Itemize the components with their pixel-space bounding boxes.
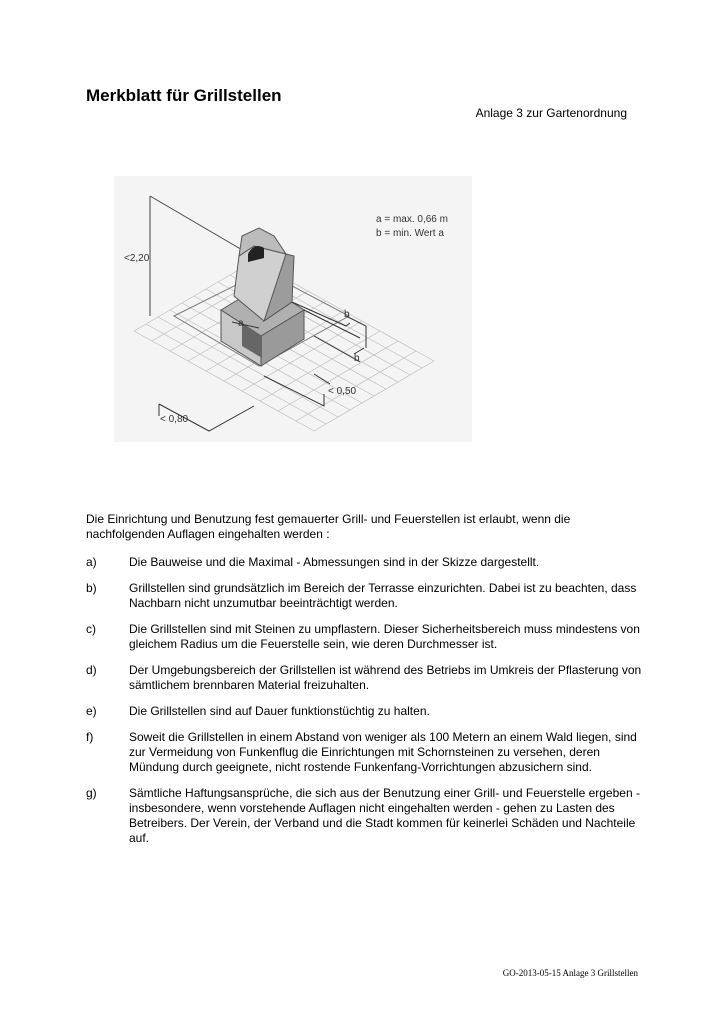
rule-letter: f) xyxy=(86,730,94,744)
rule-text: Grillstellen sind grundsätzlich im Bereich der Terrasse einzurichten. Dabei ist zu beachten, dass Nachbarn nicht unzumutbar beeinträchtigt werden. xyxy=(129,581,637,610)
rule-item xyxy=(86,581,646,611)
rule-letter: c) xyxy=(86,622,96,636)
rule-item xyxy=(86,704,646,719)
rule-letter: b) xyxy=(86,581,97,595)
rule-letter: e) xyxy=(86,704,97,718)
rule-text: Der Umgebungsbereich der Grillstellen ist während des Betriebs im Umkreis der Pflasterung von sämtlichem brennbaren Material freizuhalten. xyxy=(129,663,642,692)
rule-letter: g) xyxy=(86,786,97,800)
rule-text: Soweit die Grillstellen in einem Abstand von weniger als 100 Metern an einem Wald liegen, sind zur Vermeidung von Funkenflug die Einrichtungen mit Schornsteinen zu versehen, deren Mündung durch geeignete, nicht rostende Funkenfang-Vorrichtungen abzusichern sind. xyxy=(129,730,637,774)
page-subtitle: Anlage 3 zur Gartenordnung xyxy=(475,106,627,120)
label-depth: < 0,50 xyxy=(328,386,357,397)
page-title: Merkblatt für Grillstellen xyxy=(86,86,282,105)
rule-item xyxy=(86,622,646,652)
legend-b: b = min. Wert a xyxy=(376,228,444,239)
grill-diagram xyxy=(114,176,472,442)
page-footer: GO-2013-05-15 Anlage 3 Grillstellen xyxy=(502,968,638,978)
rule-letter: d) xyxy=(86,663,97,677)
label-b-top: b xyxy=(344,309,350,320)
rule-item xyxy=(86,730,646,775)
rule-item xyxy=(86,555,646,570)
intro-paragraph: Die Einrichtung und Benutzung fest gemauerter Grill- und Feuerstellen ist erlaubt, wenn die nachfolgenden Auflagen eingehalten werden : xyxy=(86,512,571,541)
height-label: <2,20 xyxy=(124,253,150,264)
rule-item xyxy=(86,786,646,846)
rules-list xyxy=(86,555,646,846)
rule-letter: a) xyxy=(86,555,97,569)
label-b-side: b xyxy=(354,353,360,364)
rule-item xyxy=(86,663,646,693)
legend-a: a = max. 0,66 m xyxy=(376,214,448,225)
rule-text: Die Grillstellen sind mit Steinen zu umpflastern. Dieser Sicherheitsbereich muss mindestens von gleichem Radius um die Feuerstelle sein, wie deren Durchmesser ist. xyxy=(129,622,640,651)
rule-text: Sämtliche Haftungsansprüche, die sich aus der Benutzung einer Grill- und Feuerstelle ergeben - insbesondere, wenn vorstehende Auflagen nicht eingehalten werden - gehen zu Lasten des Betreibers. Der Verein, der Verband und die Stadt kommen für keinerlei Schäden und Nachteile auf. xyxy=(129,786,640,845)
rule-text: Die Bauweise und die Maximal - Abmessungen sind in der Skizze dargestellt. xyxy=(129,555,540,569)
label-width: < 0,80 xyxy=(160,414,189,425)
label-a: a xyxy=(238,318,244,329)
rule-text: Die Grillstellen sind auf Dauer funktionstüchtig zu halten. xyxy=(129,704,430,718)
